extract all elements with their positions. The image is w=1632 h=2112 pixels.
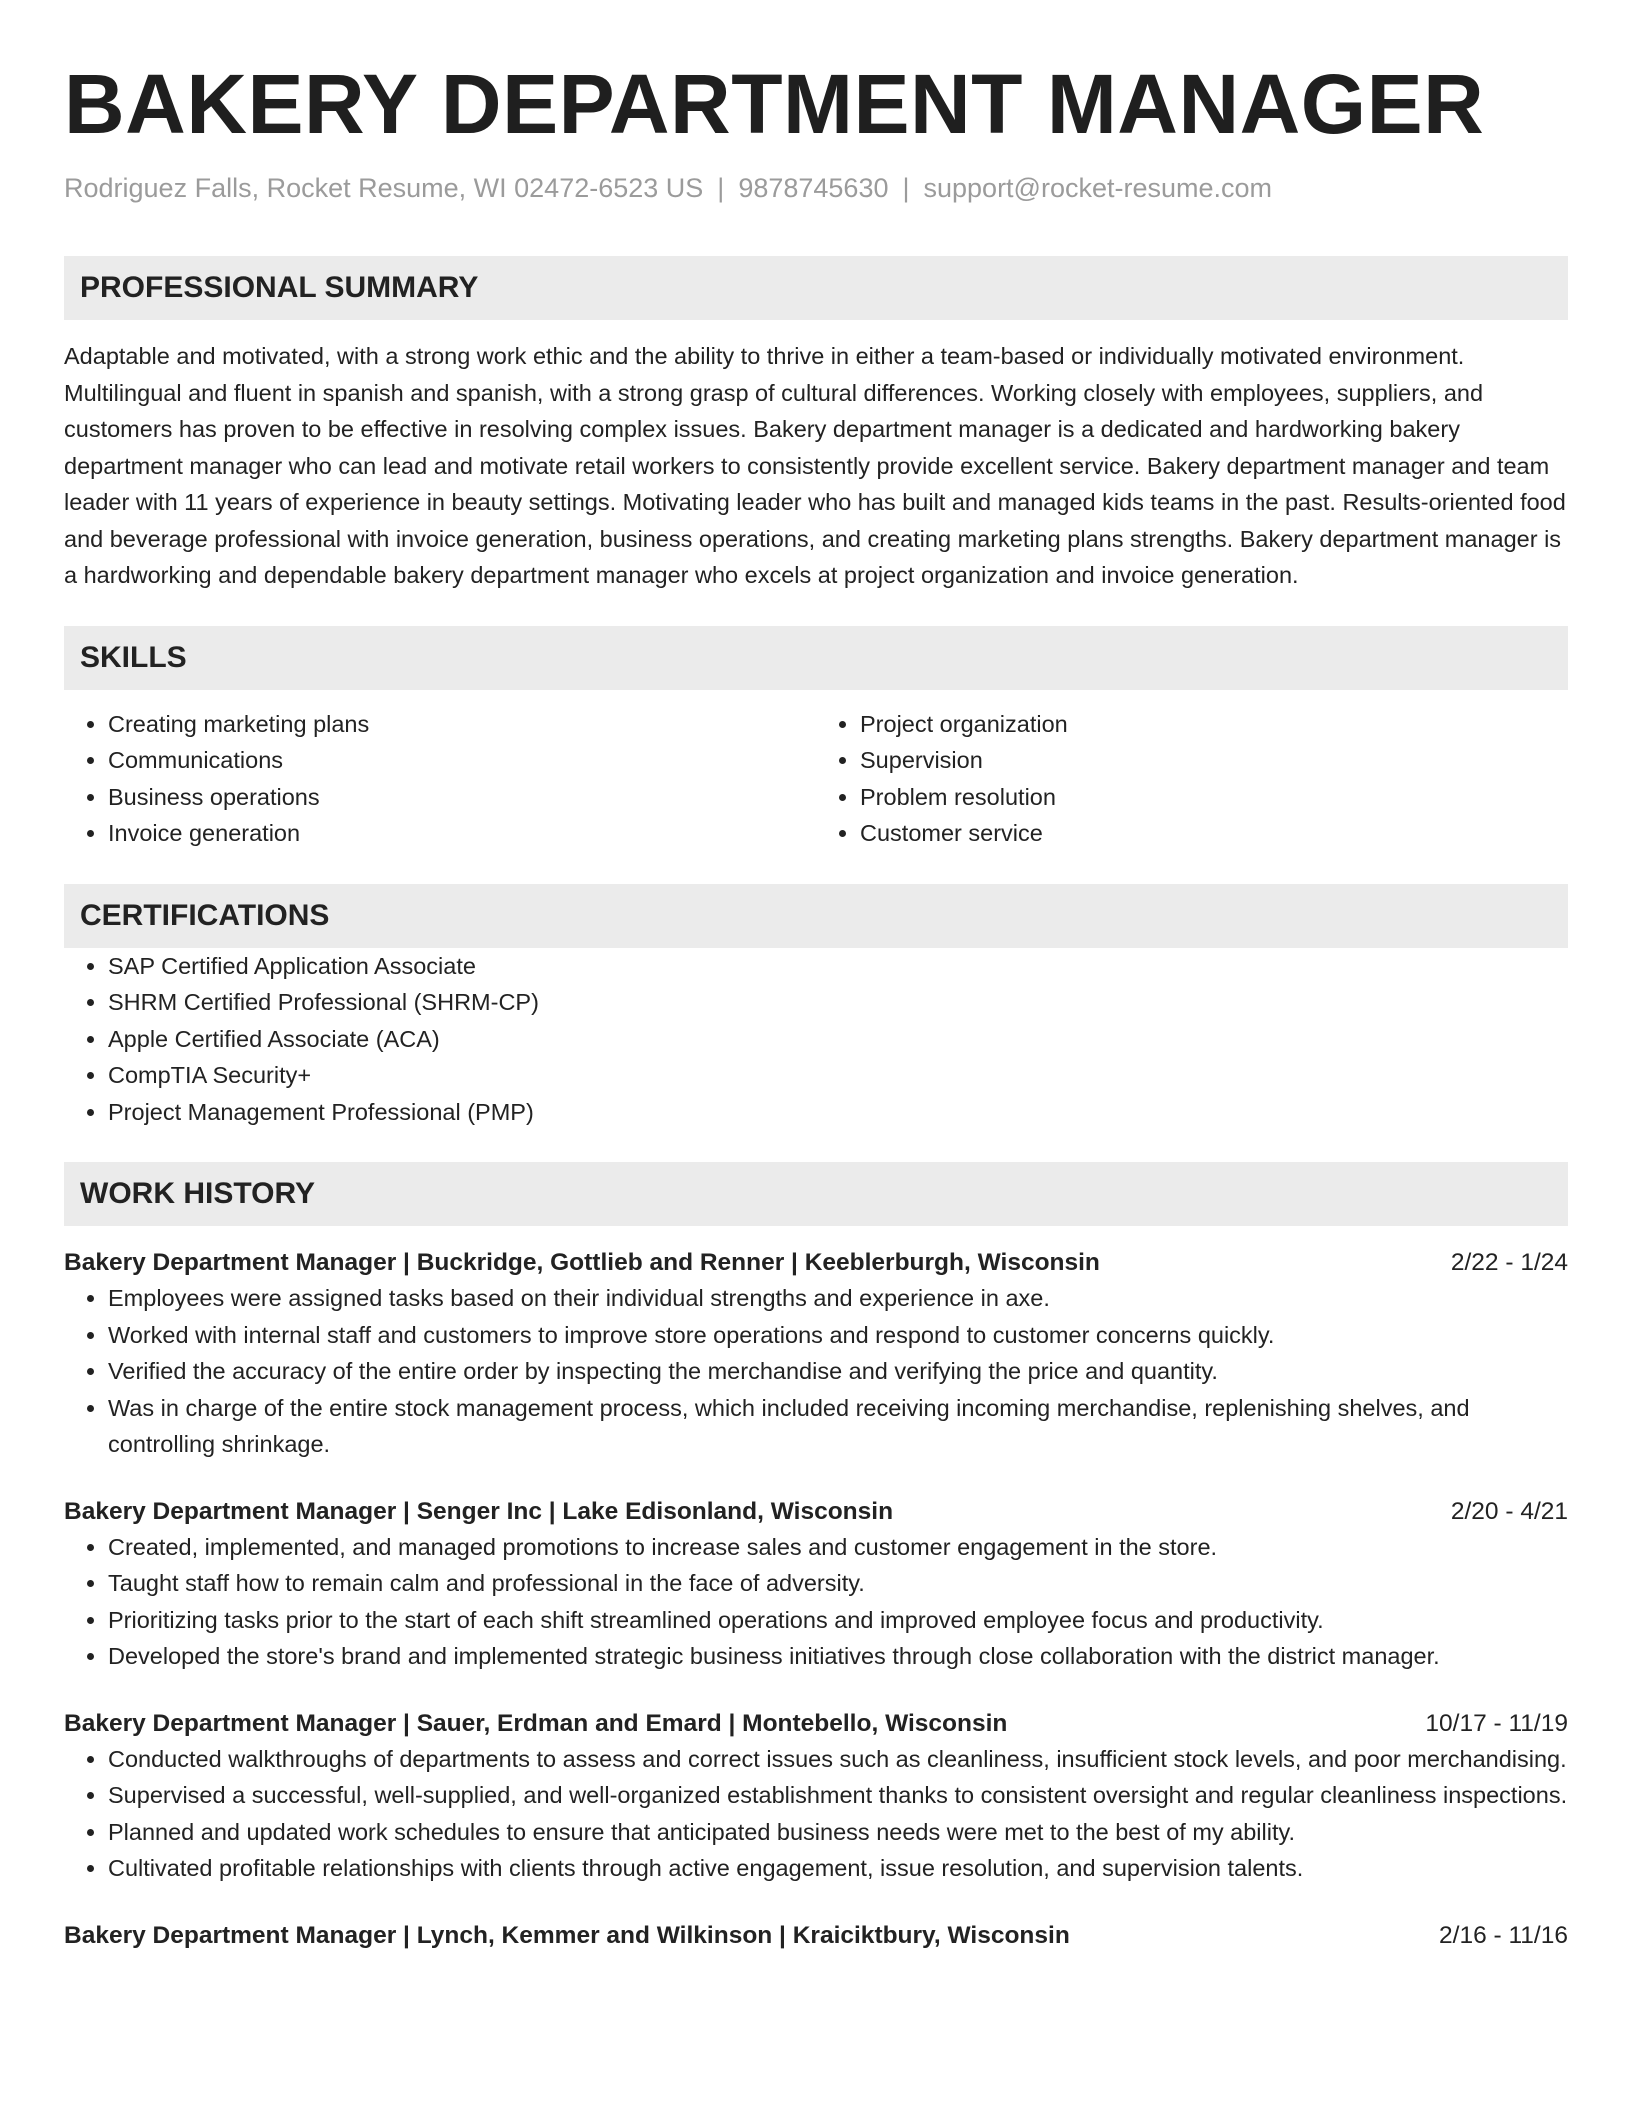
job-duty: • Was in charge of the entire stock management process, which included receiving incoming merchandise, replenishing shelves, and controlling shrinkage. xyxy=(108,1390,1568,1463)
email-text: support@rocket-resume.com xyxy=(923,173,1273,203)
job-duty: • Planned and updated work schedules to ensure that anticipated business needs were met to the best of my ability. xyxy=(108,1814,1568,1851)
skills-list xyxy=(64,706,1568,852)
job-entry xyxy=(64,1707,1568,1887)
job-duty: • Conducted walkthroughs of departments to assess and correct issues such as cleanliness, insufficient stock levels, and poor merchandising. xyxy=(108,1741,1568,1778)
job-entry xyxy=(64,1495,1568,1675)
address-text: Rodriguez Falls, Rocket Resume, WI 02472-6523 US xyxy=(64,173,704,203)
certification-item: • Project Management Professional (PMP) xyxy=(108,1094,1568,1131)
job-duty: • Taught staff how to remain calm and professional in the face of adversity. xyxy=(108,1565,1568,1602)
job-title: Bakery Department Manager | Senger Inc | Lake Edisonland, Wisconsin xyxy=(64,1497,894,1525)
job-duty: • Worked with internal staff and customers to improve store operations and respond to customer concerns quickly. xyxy=(108,1317,1568,1354)
certification-item: • SHRM Certified Professional (SHRM-CP) xyxy=(108,984,1568,1021)
skill-item: • Creating marketing plans xyxy=(108,706,816,743)
contact-line xyxy=(64,172,1568,204)
skills-column-left xyxy=(64,706,816,852)
job-dates: 10/17 - 11/19 xyxy=(1425,1709,1568,1737)
job-header xyxy=(64,1246,1568,1280)
summary-text: Adaptable and motivated, with a strong work ethic and the ability to thrive in either a team-based or individually motivated environment. Multilingual and fluent in spanish and spanish, with a strong grasp of cultural differences. Working closely with employees, suppliers, and customers has proven to be effective in resolving complex issues. Bakery department manager is a dedicated and hardworking bakery department manager who can lead and motivate retail workers to consistently provide excellent service. Bakery department manager and team leader with 11 years of experience in beauty settings. Motivating leader who has built and managed kids teams in the past. Results-oriented food and beverage professional with invoice generation, business operations, and creating marketing plans strengths. Bakery department manager is a hardworking and dependable bakery department manager who excels at project organization and invoice generation. xyxy=(64,343,1566,588)
job-title: Bakery Department Manager | Lynch, Kemmer and Wilkinson | Kraiciktbury, Wisconsin xyxy=(64,1921,1070,1949)
skills-column-right xyxy=(816,706,1568,852)
job-entry xyxy=(64,1919,1568,1953)
job-title: Bakery Department Manager | Sauer, Erdman and Emard | Montebello, Wisconsin xyxy=(64,1709,1008,1737)
job-title: Bakery Department Manager | Buckridge, Gottlieb and Renner | Keeblerburgh, Wisconsin xyxy=(64,1249,1100,1276)
certifications-list xyxy=(64,948,1568,1131)
job-duties xyxy=(64,1529,1568,1675)
certification-item: • SAP Certified Application Associate xyxy=(108,948,1568,985)
skill-item: • Customer service xyxy=(860,815,1568,852)
certification-item: • CompTIA Security+ xyxy=(108,1057,1568,1094)
job-header xyxy=(64,1707,1568,1741)
job-duty: • Verified the accuracy of the entire order by inspecting the merchandise and verifying the price and quantity. xyxy=(108,1353,1568,1390)
phone-text: 9878745630 xyxy=(738,173,889,203)
certification-item: • Apple Certified Associate (ACA) xyxy=(108,1021,1568,1058)
skill-item: • Invoice generation xyxy=(108,815,816,852)
skill-item: • Communications xyxy=(108,742,816,779)
skills-heading: SKILLS xyxy=(64,626,1568,690)
job-duty: • Prioritizing tasks prior to the start of each shift streamlined operations and improved employee focus and productivity. xyxy=(108,1602,1568,1639)
certifications-heading: CERTIFICATIONS xyxy=(64,884,1568,948)
skill-item: • Project organization xyxy=(860,706,1568,743)
job-header xyxy=(64,1919,1568,1953)
resume-page xyxy=(64,0,1568,1953)
contact-separator: | xyxy=(902,173,910,203)
job-duties xyxy=(64,1280,1568,1463)
skill-item: • Business operations xyxy=(108,779,816,816)
skill-item: • Problem resolution xyxy=(860,779,1568,816)
job-duty: • Supervised a successful, well-supplied, and well-organized establishment thanks to consistent oversight and regular cleanliness inspections. xyxy=(108,1777,1568,1814)
job-duty: • Employees were assigned tasks based on their individual strengths and experience in axe. xyxy=(108,1280,1568,1317)
job-duty: • Cultivated profitable relationships with clients through active engagement, issue resolution, and supervision talents. xyxy=(108,1850,1568,1887)
job-duty: • Created, implemented, and managed promotions to increase sales and customer engagement in the store. xyxy=(108,1529,1568,1566)
job-duties xyxy=(64,1741,1568,1887)
contact-separator: | xyxy=(717,173,725,203)
job-dates: 2/16 - 11/16 xyxy=(1439,1921,1568,1949)
job-dates: 2/22 - 1/24 xyxy=(1450,1249,1568,1276)
work-history-heading: WORK HISTORY xyxy=(64,1162,1568,1226)
job-entry xyxy=(64,1246,1568,1463)
job-duty: • Developed the store's brand and implemented strategic business initiatives through close collaboration with the district manager. xyxy=(108,1638,1568,1675)
job-dates: 2/20 - 4/21 xyxy=(1450,1497,1568,1525)
resume-title: BAKERY DEPARTMENT MANAGER xyxy=(64,57,1485,151)
skill-item: • Supervision xyxy=(860,742,1568,779)
job-header xyxy=(64,1495,1568,1529)
summary-heading: PROFESSIONAL SUMMARY xyxy=(64,256,1568,320)
